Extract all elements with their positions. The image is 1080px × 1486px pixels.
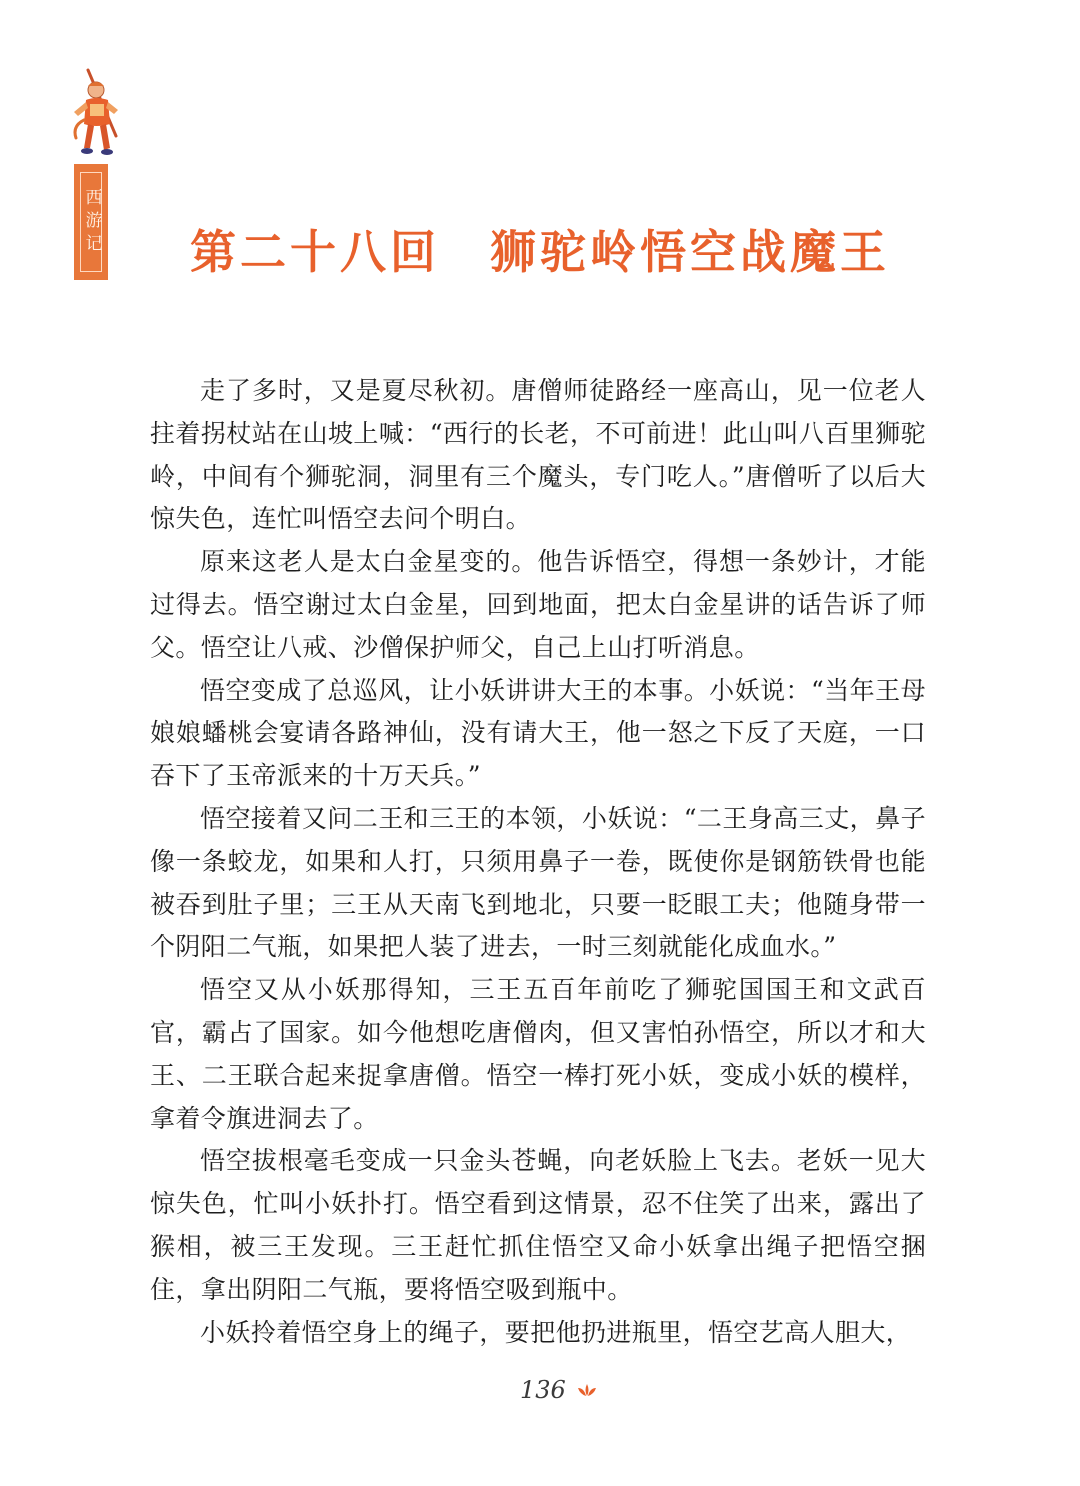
paragraph: 走了多时，又是夏尽秋初。唐僧师徒路经一座高山，见一位老人拄着拐杖站在山坡上喊：“西行的长老，不可前进！此山叫八百里狮驼岭，中间有个狮驼洞，洞里有三个魔头，专门吃人。”唐僧听了以后大惊失色，连忙叫悟空去问个明白。: [150, 376, 926, 534]
monkey-king-icon: [66, 66, 130, 162]
chapter-title: 第二十八回 狮驼岭悟空战魔王: [190, 225, 890, 279]
lotus-ornament-icon: [576, 1382, 598, 1398]
paragraph: 悟空变成了总巡风，让小妖讲讲大王的本事。小妖说：“当年王母娘娘蟠桃会宴请各路神仙，没有请大王，他一怒之下反了天庭，一口吞下了玉帝派来的十万天兵。”: [150, 675, 926, 791]
body-text: [150, 370, 926, 1354]
book-title: 西游记: [81, 187, 102, 257]
paragraph: 小妖拎着悟空身上的绳子，要把他扔进瓶里，悟空艺高人胆大，: [200, 1317, 912, 1347]
paragraph: 悟空接着又问二王和三王的本领，小妖说：“二王身高三丈，鼻子像一条蛟龙，如果和人打，只须用鼻子一卷，既使你是钢筋铁骨也能被吞到肚子里；三王从天南飞到地北，只要一眨眼工夫；他随身带一个阴阳二气瓶，如果把人装了进去，一时三刻就能化成血水。”: [150, 803, 926, 962]
paragraph: 原来这老人是太白金星变的。他告诉悟空，得想一条妙计，才能过得去。悟空谢过太白金星，回到地面，把太白金星讲的话告诉了师父。悟空让八戒、沙僧保护师父，自己上山打听消息。: [150, 547, 926, 662]
paragraph: 悟空又从小妖那得知，三王五百年前吃了狮驼国国王和文武百官，霸占了国家。如今他想吃唐僧肉，但又害怕孙悟空，所以才和大王、二王联合起来捉拿唐僧。悟空一棒打死小妖，变成小妖的模样，拿着令旗进洞去了。: [150, 975, 926, 1133]
paragraph: 悟空拔根毫毛变成一只金头苍蝇，向老妖脸上飞去。老妖一见大惊失色，忙叫小妖扑打。悟空看到这情景，忍不住笑了出来，露出了猴相，被三王发现。三王赶忙抓住悟空又命小妖拿出绳子把悟空捆住，拿出阴阳二气瓶，要将悟空吸到瓶中。: [150, 1146, 926, 1304]
page-footer: [520, 1376, 598, 1404]
page-number: 136: [520, 1376, 566, 1404]
